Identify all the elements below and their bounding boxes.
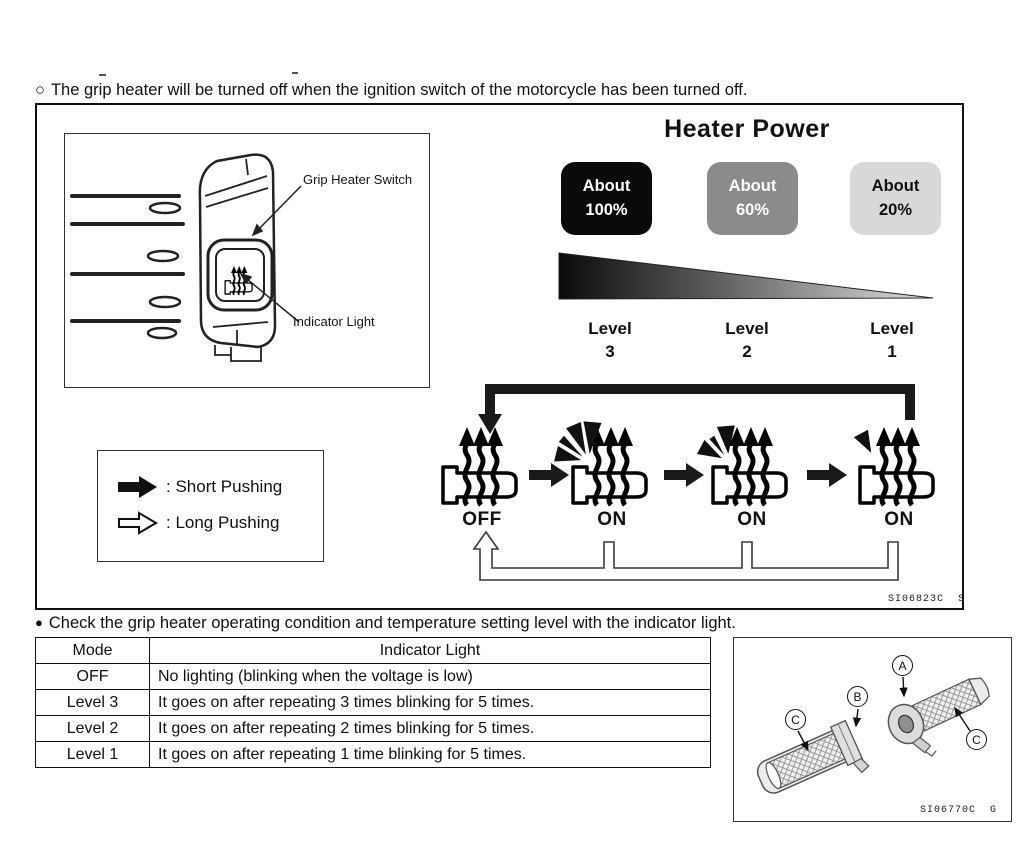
top-note bbox=[35, 81, 747, 100]
indicator-light-header: Indicator Light bbox=[150, 638, 711, 664]
table-row: Level 2 It goes on after repeating 2 times blinking for 5 times. bbox=[36, 716, 711, 742]
blink-burst-1-icon bbox=[854, 430, 878, 457]
mode-header: Mode bbox=[36, 638, 150, 664]
long-push-arrow-icon bbox=[118, 511, 158, 535]
state-off-label: OFF bbox=[462, 509, 502, 530]
indicator-light-label: Indicator Light bbox=[293, 314, 375, 329]
power-box-100 bbox=[561, 162, 652, 235]
indicator-table bbox=[35, 637, 711, 768]
heater-power-figure bbox=[35, 103, 964, 610]
power-box-20-word: About bbox=[871, 176, 920, 195]
disc-bullet-icon: ● bbox=[35, 615, 43, 630]
power-box-100-word: About bbox=[582, 176, 631, 195]
power-box-20-value: 20% bbox=[878, 200, 913, 219]
table-row: OFF No lighting (blinking when the voltage is low) bbox=[36, 664, 711, 690]
bottom-note bbox=[35, 614, 736, 633]
parts-figure-code: SI06770C G bbox=[919, 805, 997, 816]
short-push-arrow-icon bbox=[118, 475, 158, 499]
long-push-legend: : Long Pushing bbox=[118, 511, 279, 535]
power-box-60-value: 60% bbox=[735, 200, 770, 219]
scan-artifact bbox=[99, 74, 106, 76]
table-row: Level 3 It goes on after repeating 3 times blinking for 5 times. bbox=[36, 690, 711, 716]
part-tag-c2: C bbox=[966, 729, 987, 750]
top-note-text: The grip heater will be turned off when the ignition switch of the motorcycle has been turned off. bbox=[50, 81, 748, 99]
power-box-20 bbox=[850, 162, 941, 235]
state-on-1-label: ON bbox=[597, 509, 627, 530]
state-on-2-label: ON bbox=[737, 509, 767, 530]
part-tag-a: A bbox=[892, 655, 913, 676]
state-on-3-label: ON bbox=[884, 509, 914, 530]
switch-diagram-box bbox=[64, 133, 430, 388]
power-box-60 bbox=[707, 162, 798, 235]
grip-heater-switch-label: Grip Heater Switch bbox=[303, 172, 413, 187]
level-1-label: Level 1 bbox=[870, 319, 914, 361]
mode-cycle-diagram-icon bbox=[437, 370, 962, 610]
power-box-100-value: 100% bbox=[585, 200, 628, 219]
grip-parts-drawing-icon bbox=[734, 638, 1010, 820]
short-push-legend: : Short Pushing bbox=[118, 475, 282, 499]
power-gradient-wedge-icon bbox=[557, 250, 937, 306]
part-tag-b: B bbox=[847, 686, 868, 707]
table-header-row bbox=[36, 638, 711, 664]
push-legend-box bbox=[97, 450, 324, 562]
grip-parts-diagram-box bbox=[733, 637, 1012, 822]
level-2-label: Level 2 bbox=[725, 319, 769, 361]
figure-code: SI06823C S bbox=[887, 594, 965, 605]
level-3-label: Level 3 bbox=[588, 319, 632, 361]
circle-bullet-icon: ○ bbox=[35, 81, 45, 99]
power-box-60-word: About bbox=[728, 176, 777, 195]
bottom-note-text: Check the grip heater operating condition and temperature setting level with the indicator light. bbox=[48, 614, 736, 632]
table-row: Level 1 It goes on after repeating 1 time blinking for 5 times. bbox=[36, 742, 711, 768]
scan-artifact bbox=[292, 72, 298, 74]
part-tag-c1: C bbox=[785, 709, 806, 730]
heater-power-title: Heater Power bbox=[664, 115, 830, 143]
